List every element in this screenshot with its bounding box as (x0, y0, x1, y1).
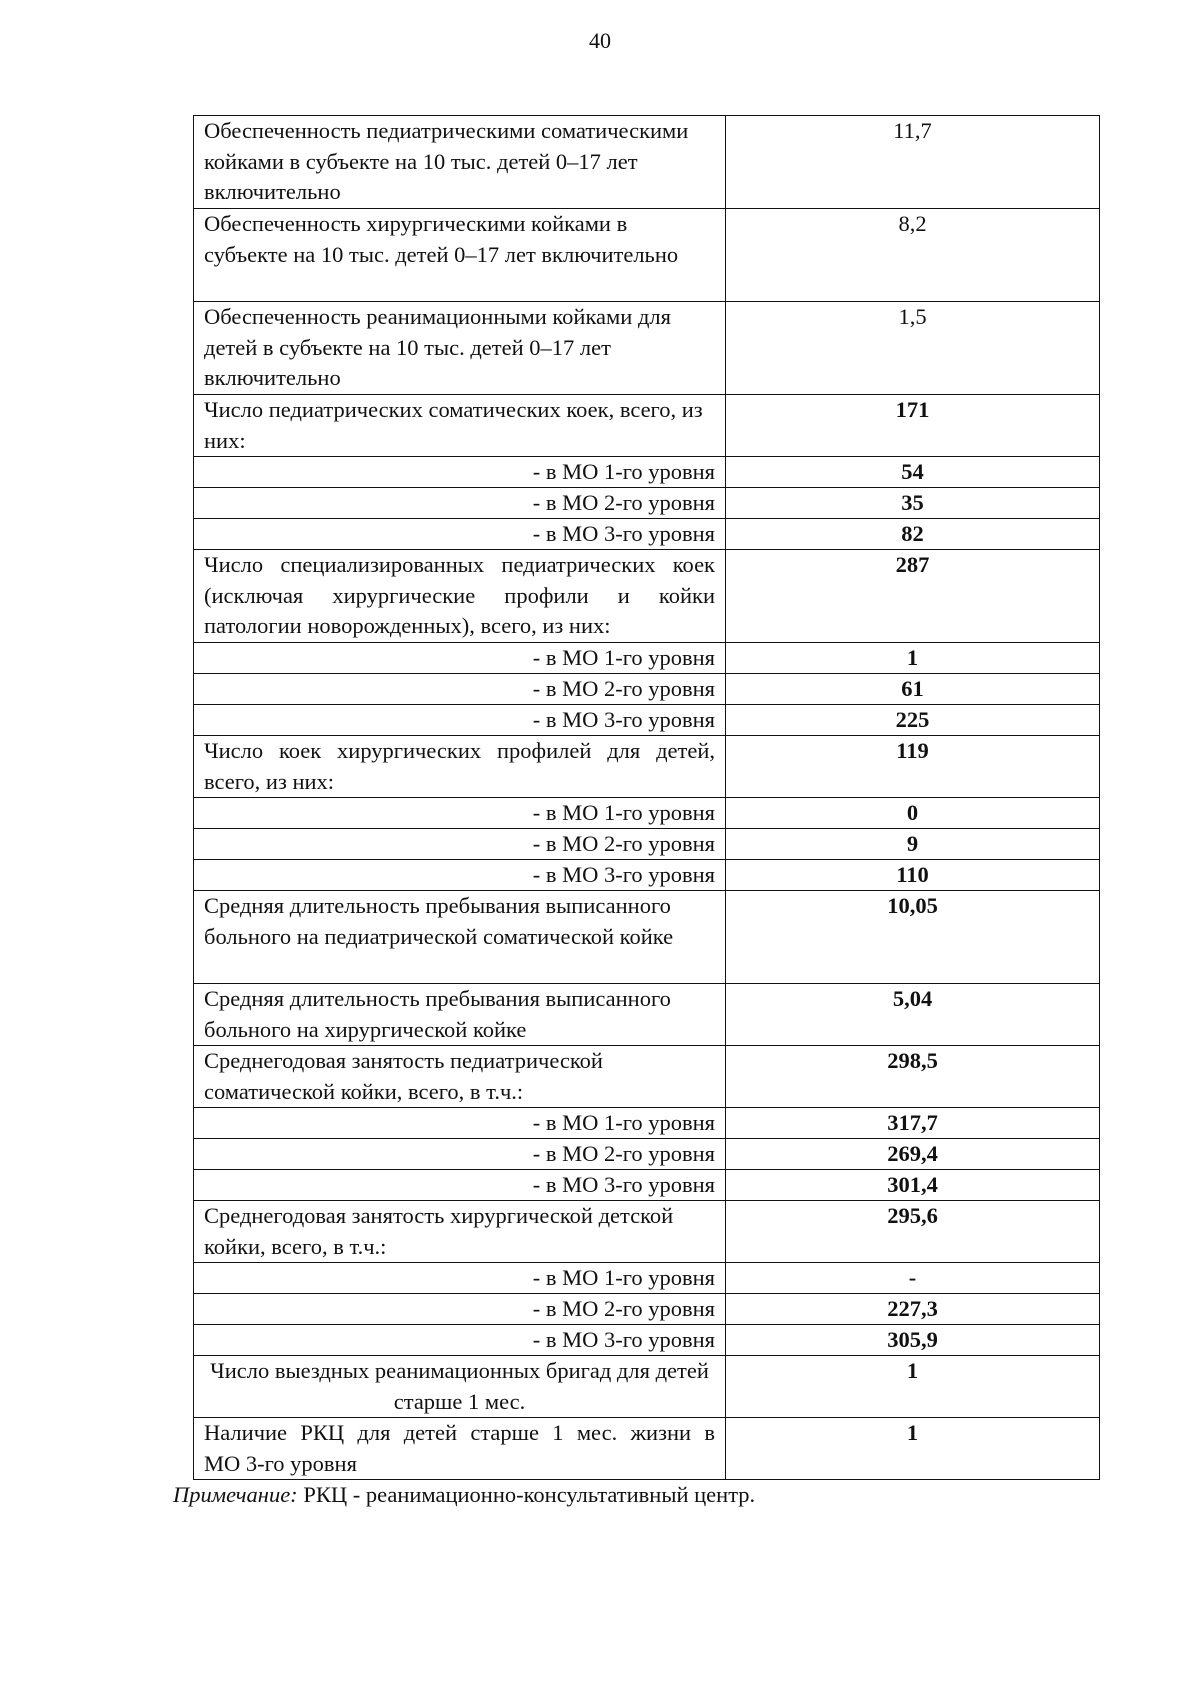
indicators-table (193, 115, 1100, 1480)
row-label-last-line: МО 3-го уровня (204, 1450, 357, 1476)
table-row (194, 457, 1100, 488)
row-label-justified: Наличие РКЦ для детей старше 1 мес. жизни в (204, 1420, 715, 1445)
row-label: - в МО 1-го уровня (194, 457, 726, 488)
row-value: 225 (726, 705, 1100, 736)
row-label: - в МО 1-го уровня (194, 798, 726, 829)
note-prefix: Примечание: (173, 1482, 298, 1507)
row-label: - в МО 2-го уровня (194, 829, 726, 860)
row-value: 298,5 (726, 1046, 1100, 1108)
row-label: - в МО 3-го уровня (194, 519, 726, 550)
row-value: 301,4 (726, 1170, 1100, 1201)
row-value: 8,2 (726, 209, 1100, 302)
row-value: 119 (726, 736, 1100, 798)
row-label: Среднегодовая занятость педиатрической соматической койки, всего, в т.ч.: (194, 1046, 726, 1108)
row-label: - в МО 1-го уровня (194, 1263, 726, 1294)
row-value: 227,3 (726, 1294, 1100, 1325)
table-row (194, 1418, 1100, 1480)
table-row (194, 302, 1100, 395)
table-row (194, 550, 1100, 643)
table-row (194, 1201, 1100, 1263)
row-label-justified: Число коек хирургических профилей для детей, (204, 738, 715, 763)
table-row (194, 1046, 1100, 1108)
row-label: - в МО 2-го уровня (194, 1294, 726, 1325)
table-row (194, 1263, 1100, 1294)
row-value: 171 (726, 395, 1100, 457)
table-row (194, 519, 1100, 550)
row-label: - в МО 3-го уровня (194, 1170, 726, 1201)
row-label: Обеспеченность реанимационными койками для детей в субъекте на 10 тыс. детей 0–17 лет включительно (194, 302, 726, 395)
row-value: 305,9 (726, 1325, 1100, 1356)
row-label (194, 1418, 726, 1480)
row-value: 295,6 (726, 1201, 1100, 1263)
row-label-last-line: патологии новорожденных), всего, из них: (204, 613, 611, 638)
note-text: РКЦ - реанимационно-консультативный центр. (297, 1482, 756, 1507)
table-row (194, 209, 1100, 302)
row-value: 10,05 (726, 891, 1100, 984)
row-label: - в МО 3-го уровня (194, 705, 726, 736)
table-row (194, 395, 1100, 457)
table-row (194, 984, 1100, 1046)
table-row (194, 674, 1100, 705)
row-value: 5,04 (726, 984, 1100, 1046)
table-row (194, 736, 1100, 798)
row-value: 1 (726, 1418, 1100, 1480)
table-row (194, 1108, 1100, 1139)
row-value: 110 (726, 860, 1100, 891)
row-label: Обеспеченность педиатрическими соматическими койками в субъекте на 10 тыс. детей 0–17 лет включительно (194, 116, 726, 209)
table-row (194, 860, 1100, 891)
row-label: Число выездных реанимационных бригад для детей старше 1 мес. (194, 1356, 726, 1418)
row-label: - в МО 3-го уровня (194, 860, 726, 891)
row-value: 269,4 (726, 1139, 1100, 1170)
row-value: 35 (726, 488, 1100, 519)
row-value: 82 (726, 519, 1100, 550)
row-label: - в МО 2-го уровня (194, 674, 726, 705)
row-value: - (726, 1263, 1100, 1294)
table-row (194, 1139, 1100, 1170)
row-label: Число педиатрических соматических коек, всего, из них: (194, 395, 726, 457)
table-row (194, 798, 1100, 829)
table-row (194, 643, 1100, 674)
row-value: 61 (726, 674, 1100, 705)
table-row (194, 1294, 1100, 1325)
row-value: 1,5 (726, 302, 1100, 395)
row-value: 1 (726, 643, 1100, 674)
row-label: - в МО 2-го уровня (194, 488, 726, 519)
row-label-justified: Число специализированных педиатрических коек (исключая хирургические профили и койки (204, 552, 715, 608)
table-row (194, 891, 1100, 984)
table-row (194, 116, 1100, 209)
row-label (194, 736, 726, 798)
row-label: Среднегодовая занятость хирургической детской койки, всего, в т.ч.: (194, 1201, 726, 1263)
row-label: Средняя длительность пребывания выписанного больного на хирургической койке (194, 984, 726, 1046)
row-value: 0 (726, 798, 1100, 829)
row-value: 287 (726, 550, 1100, 643)
table-row (194, 1356, 1100, 1418)
table-row (194, 1325, 1100, 1356)
row-value: 11,7 (726, 116, 1100, 209)
table-row (194, 705, 1100, 736)
row-label: - в МО 1-го уровня (194, 1108, 726, 1139)
table-note (173, 1482, 755, 1508)
row-value: 1 (726, 1356, 1100, 1418)
row-label: Обеспеченность хирургическими койками в субъекте на 10 тыс. детей 0–17 лет включительно (194, 209, 726, 302)
table-row (194, 488, 1100, 519)
row-value: 9 (726, 829, 1100, 860)
row-label: Средняя длительность пребывания выписанного больного на педиатрической соматической койке (194, 891, 726, 984)
table-row (194, 829, 1100, 860)
row-label-last-line: всего, из них: (204, 768, 335, 794)
row-value: 54 (726, 457, 1100, 488)
row-label: - в МО 2-го уровня (194, 1139, 726, 1170)
row-label (194, 550, 726, 643)
row-label: - в МО 3-го уровня (194, 1325, 726, 1356)
row-value: 317,7 (726, 1108, 1100, 1139)
page-number: 40 (589, 28, 611, 53)
table-row (194, 1170, 1100, 1201)
row-label: - в МО 1-го уровня (194, 643, 726, 674)
